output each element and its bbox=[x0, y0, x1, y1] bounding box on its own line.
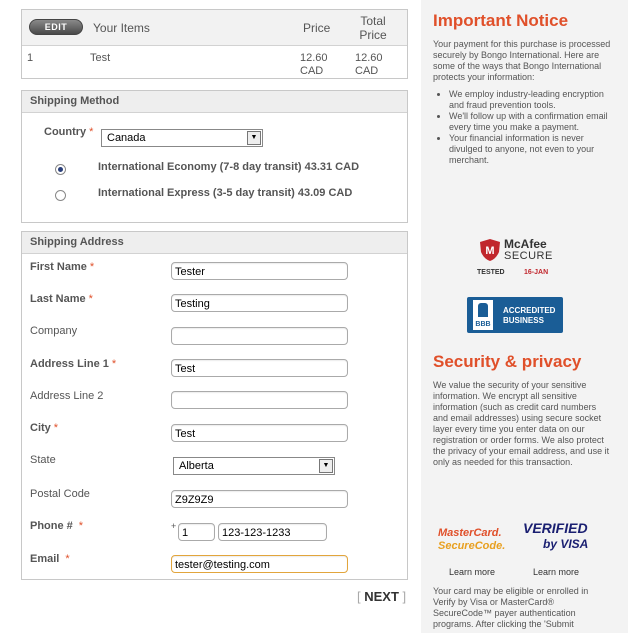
country-label: Country * bbox=[44, 126, 94, 138]
email-input[interactable]: tester@testing.com bbox=[171, 555, 348, 573]
address-line2-label: Address Line 2 bbox=[30, 390, 104, 402]
city-input[interactable]: Test bbox=[171, 424, 348, 442]
shipping-method-title: Shipping Method bbox=[22, 91, 407, 113]
company-label: Company bbox=[30, 325, 78, 337]
bbb-torch-icon bbox=[478, 303, 488, 317]
address-line1-label: Address Line 1 * bbox=[30, 358, 117, 370]
city-label: City * bbox=[30, 422, 59, 434]
shipping-option-express-radio[interactable] bbox=[55, 190, 66, 201]
important-notice-text bbox=[433, 39, 611, 166]
first-name-label: First Name * bbox=[30, 261, 95, 273]
shipping-option-economy-label[interactable]: International Economy (7-8 day transit) 43.31 CAD bbox=[98, 161, 360, 173]
info-sidebar bbox=[421, 0, 628, 633]
shipping-method-section bbox=[21, 90, 408, 223]
chevron-down-icon: ▼ bbox=[247, 131, 261, 145]
mcafee-tested: TESTED bbox=[477, 269, 505, 276]
postal-code-input[interactable]: Z9Z9Z9 bbox=[171, 490, 348, 508]
shipping-option-express-label[interactable]: International Express (3-5 day transit) 43.09 CAD bbox=[98, 187, 353, 199]
mcafee-brand: McAfee bbox=[504, 237, 547, 251]
state-select-value: Alberta bbox=[179, 460, 214, 472]
last-name-label: Last Name * bbox=[30, 293, 93, 305]
mcafee-shield-icon bbox=[479, 238, 501, 262]
col-total-line2: Price bbox=[359, 28, 387, 42]
mastercard-line1: MasterCard. bbox=[438, 527, 502, 539]
security-privacy-text: We value the security of your sensitive information. We encrypt all sensitive information (such as credit card numbers and email addresses) using secure socket layer every time you enter data on our registration or order forms. We also protect the privacy of your email address, and use it only as needed for this transaction. bbox=[433, 380, 610, 467]
postal-code-label: Postal Code bbox=[30, 488, 90, 500]
bbb-line2: BUSINESS bbox=[503, 316, 544, 325]
mcafee-secure-badge[interactable] bbox=[479, 237, 559, 281]
security-privacy-title: Security & privacy bbox=[433, 352, 582, 371]
last-name-input[interactable]: Testing bbox=[171, 294, 348, 312]
col-your-items: Your Items bbox=[93, 21, 150, 35]
mastercard-line2: SecureCode. bbox=[438, 540, 506, 552]
total-amount: 12.60 bbox=[355, 52, 383, 64]
mcafee-secure-text: SECURE bbox=[504, 250, 553, 262]
phone-plus-sign: + bbox=[171, 521, 177, 531]
cart-row-price bbox=[300, 52, 328, 78]
phone-country-code-input[interactable]: 1 bbox=[178, 523, 215, 541]
address-line2-input[interactable] bbox=[171, 391, 348, 409]
notice-bullet: • We employ industry-leading encryption and fraud prevention tools. bbox=[449, 89, 611, 111]
address-line1-input[interactable]: Test bbox=[171, 359, 348, 377]
next-button[interactable]: [ NEXT ] bbox=[357, 589, 407, 604]
important-notice-title: Important Notice bbox=[433, 11, 569, 30]
payer-auth-text: Your card may be eligible or enrolled in Verify by Visa or MasterCard® SecureCode™ payer authentication programs. After clicking the 'Submit bbox=[433, 586, 589, 629]
state-label: State bbox=[30, 454, 56, 466]
col-total-price bbox=[358, 14, 388, 42]
bbb-line1: ACCREDITED bbox=[503, 306, 556, 315]
notice-bullet: • We'll follow up with a confirmation email every time you make a payment. bbox=[449, 111, 611, 133]
country-select[interactable] bbox=[101, 129, 263, 147]
col-total-line1: Total bbox=[360, 14, 386, 28]
edit-cart-button[interactable]: EDIT bbox=[29, 19, 83, 35]
country-select-value: Canada bbox=[107, 132, 146, 144]
cart-header bbox=[22, 10, 407, 46]
email-label: Email * bbox=[30, 553, 70, 565]
notice-bullets bbox=[433, 89, 611, 166]
verified-by-visa-logo[interactable] bbox=[521, 520, 593, 560]
state-select[interactable] bbox=[173, 457, 335, 475]
bbb-logo-icon bbox=[473, 300, 493, 330]
phone-label: Phone # * bbox=[30, 520, 84, 532]
visa-line2: by VISA bbox=[543, 537, 589, 551]
svg-text:M: M bbox=[485, 245, 495, 257]
chevron-down-icon: ▼ bbox=[319, 459, 333, 473]
notice-intro: Your payment for this purchase is processed securely by Bongo International. Here are some of the ways that Bongo International protects your information: bbox=[433, 39, 611, 82]
company-input[interactable] bbox=[171, 327, 348, 345]
shipping-option-economy-radio[interactable] bbox=[55, 164, 66, 175]
cart-row-name: Test bbox=[90, 52, 111, 64]
first-name-input[interactable]: Tester bbox=[171, 262, 348, 280]
mastercard-securecode-logo[interactable] bbox=[438, 527, 508, 557]
shipping-address-title: Shipping Address bbox=[22, 232, 407, 254]
phone-number-input[interactable]: 123-123-1233 bbox=[218, 523, 327, 541]
cart-row-total bbox=[355, 52, 383, 78]
shipping-address-section bbox=[21, 231, 408, 580]
price-currency: CAD bbox=[300, 65, 324, 77]
bbb-accredited-badge[interactable] bbox=[467, 297, 563, 333]
mastercard-learn-more-link[interactable]: Learn more bbox=[449, 567, 496, 577]
cart-summary bbox=[21, 9, 408, 79]
notice-bullet: • Your financial information is never divulged to anyone, not even to your merchant. bbox=[449, 133, 611, 166]
visa-learn-more-link[interactable]: Learn more bbox=[533, 567, 580, 577]
cart-row-qty: 1 bbox=[27, 52, 34, 64]
price-amount: 12.60 bbox=[300, 52, 328, 64]
next-button-label: NEXT bbox=[364, 589, 399, 604]
mcafee-date: 16-JAN bbox=[524, 269, 549, 276]
total-currency: CAD bbox=[355, 65, 379, 77]
col-price: Price bbox=[303, 21, 331, 35]
bbb-logo-text: BBB bbox=[475, 321, 491, 328]
visa-line1: VERIFIED bbox=[523, 520, 588, 536]
